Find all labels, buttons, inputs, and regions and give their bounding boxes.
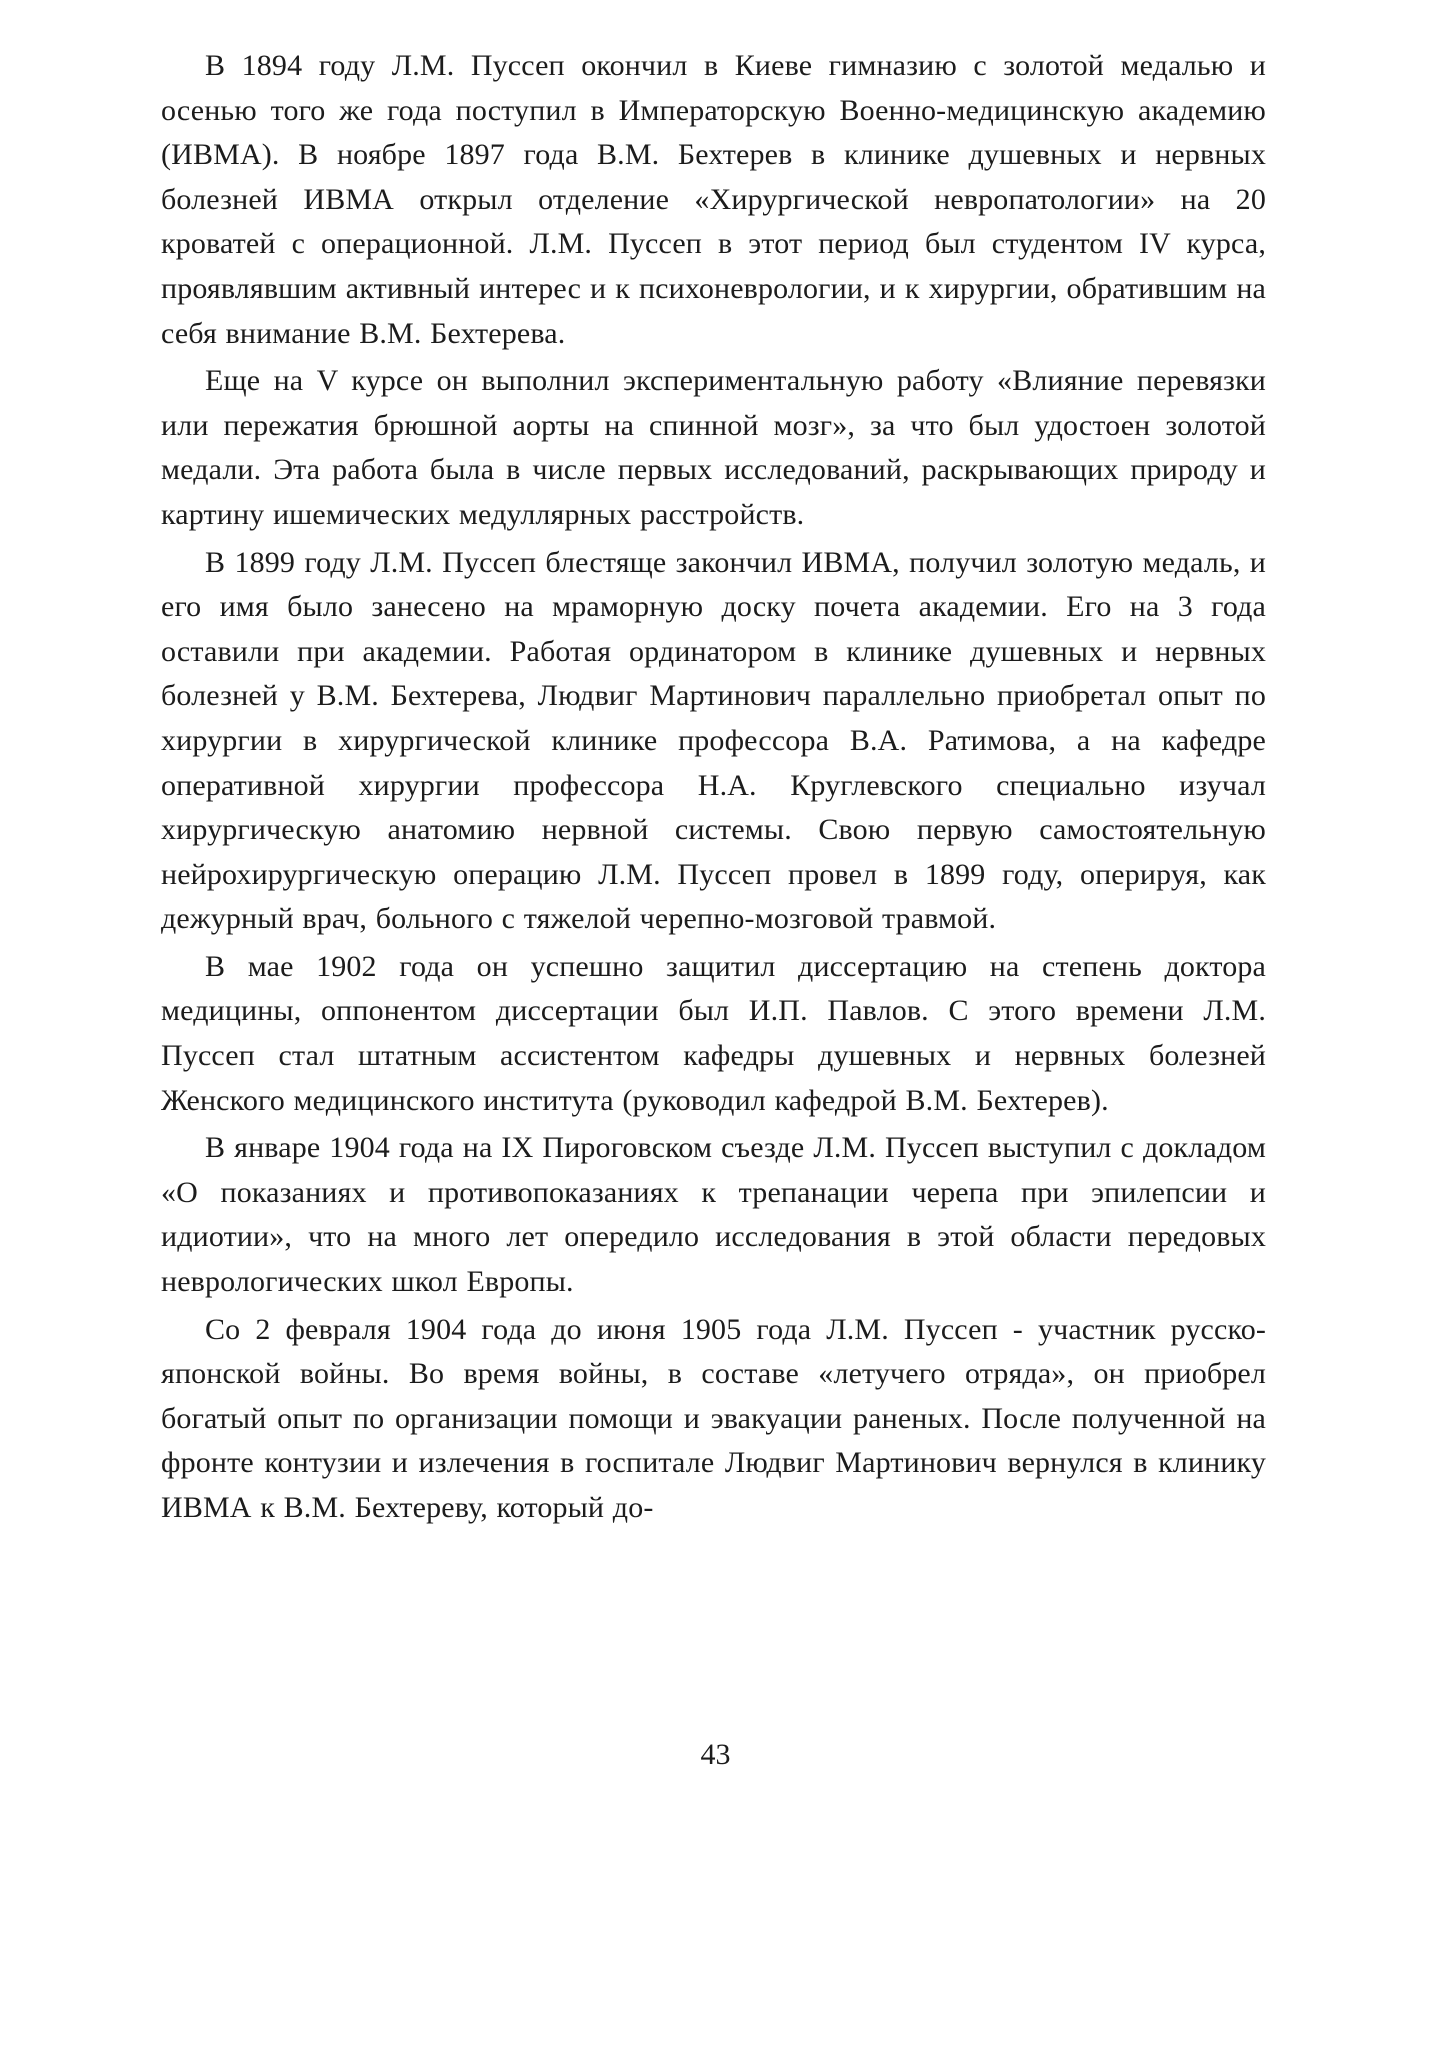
page-body [161,44,1266,1534]
paragraph-graduation: В 1894 году Л.М. Пуссеп окончил в Киеве гимназию с золотой медалью и осенью того же года поступил в Императорскую Военно-медицинскую академию (ИВМА). В ноябре 1897 года В.М. Бехтерев в клинике душевных и нервных болезней ИВМА открыл отделение «Хирургической невропатологии» на 20 кроватей с операционной. Л.М. Пуссеп в этот период был студентом IV курса, проявлявшим активный интерес и к психоневрологии, и к хирургии, обратившим на себя внимание В.М. Бехтерева. [161,49,1266,350]
page-number: 43 [700,1738,731,1771]
paragraph-dissertation: В мае 1902 года он успешно защитил диссертацию на степень доктора медицины, оппонентом диссертации был И.П. Павлов. С этого времени Л.М. Пуссеп стал штатным ассистентом кафедры душевных и нервных болезней Женского медицинского института (руководил кафедрой В.М. Бехтерев). [161,949,1266,1117]
paragraph-war: Со 2 февраля 1904 года до июня 1905 года Л.М. Пуссеп - участник русско-японской войны. Во время войны, в составе «летучего отряда», он приобрел богатый опыт по организации помощи и эвакуации раненых. После полученной на фронте контузии и излечения в госпитале Людвиг Мартинович вернулся в клинику ИВМА к В.М. Бехтереву, который до- [161,1312,1266,1524]
paragraph-experimental-work: Еще на V курсе он выполнил экспериментальную работу «Влияние перевязки или пережатия брюшной аорты на спинной мозг», за что был удостоен золотой медали. Эта работа была в числе первых исследований, раскрывающих природу и картину ишемических медуллярных расстройств. [161,364,1266,531]
paragraph-1899: В 1899 году Л.М. Пуссеп блестяще закончил ИВМА, получил золотую медаль, и его имя было занесено на мраморную доску почета академии. Его на 3 года оставили при академии. Работая ординатором в клинике душевных и нервных болезней у В.М. Бехтерева, Людвиг Мартинович параллельно приобретал опыт по хирургии в хирургической клинике профессора В.А. Ратимова, а на кафедре оперативной хирургии профессора Н.А. Круглевского специально изучал хирургическую анатомию нервной системы. Свою первую самостоятельную нейрохирургическую операцию Л.М. Пуссеп провел в 1899 году, оперируя, как дежурный врач, больного с тяжелой черепно-мозговой травмой. [161,545,1266,936]
paragraph-pirogov-congress: В январе 1904 года на IX Пироговском съезде Л.М. Пуссеп выступил с докладом «О показаниях и противопоказаниях к трепанации черепа при эпилепсии и идиотии», что на много лет опередило исследования в этой области передовых неврологических школ Европы. [161,1131,1266,1299]
